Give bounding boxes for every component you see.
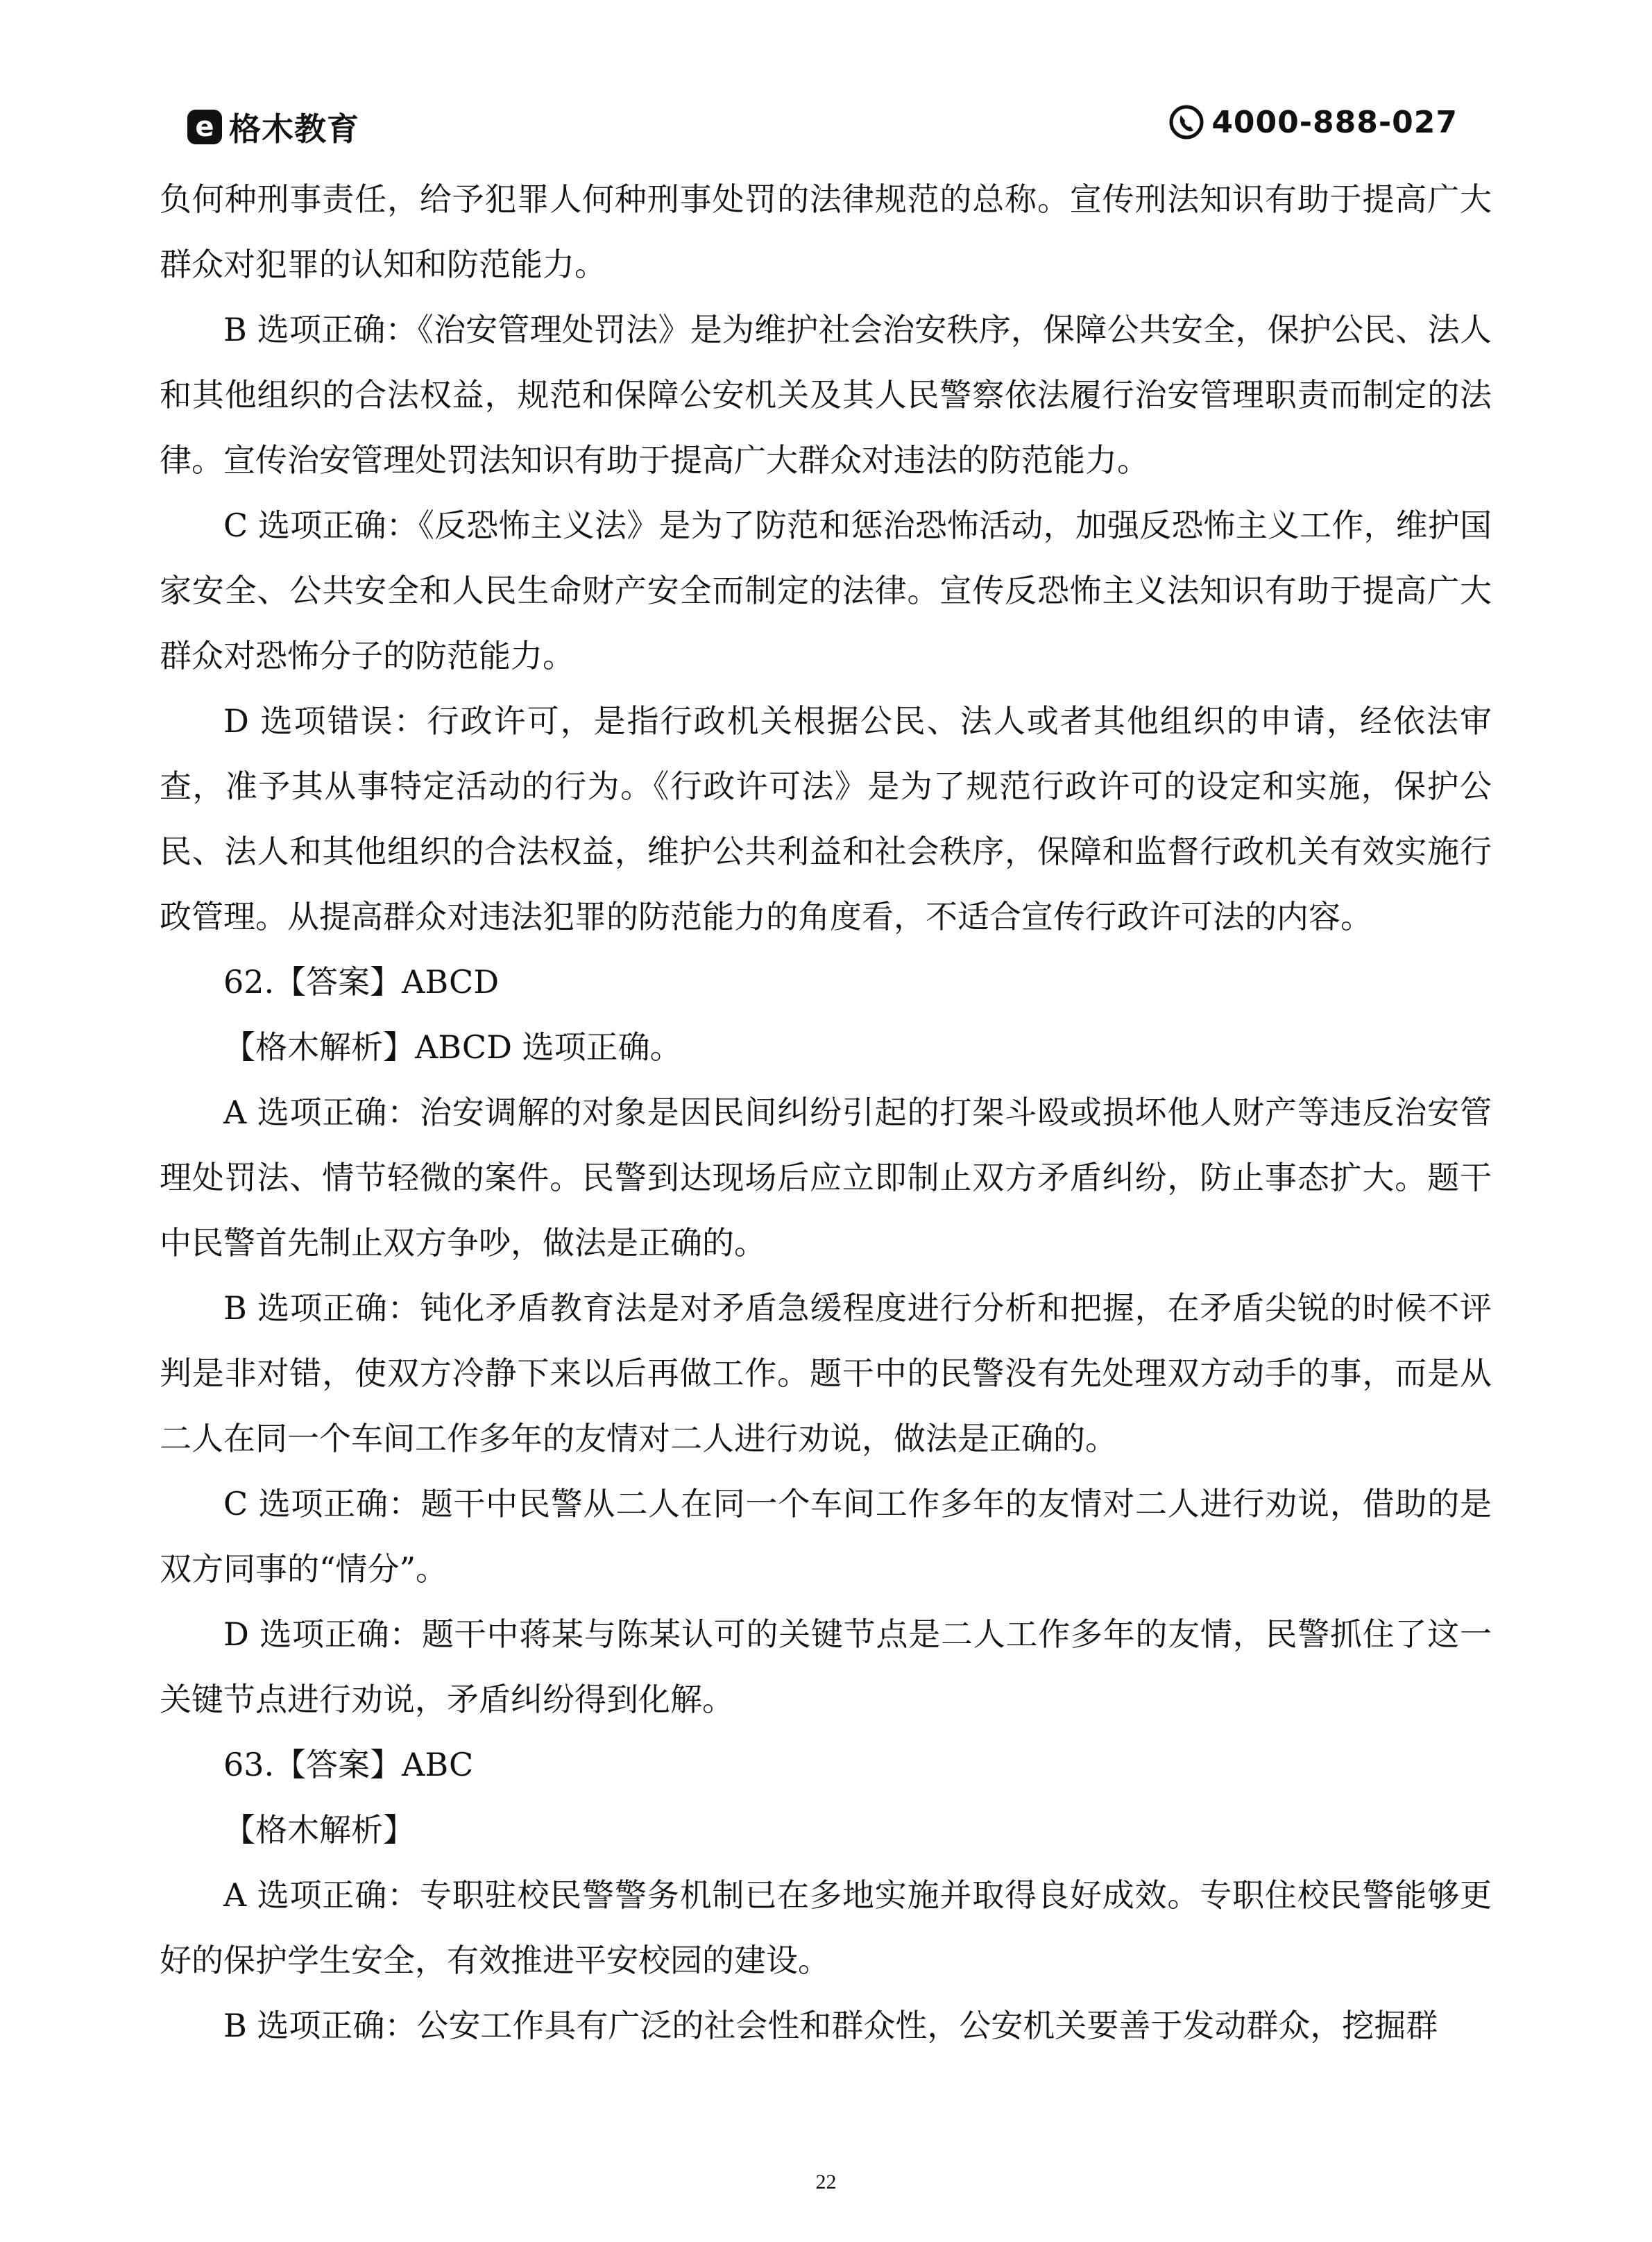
paragraph: B 选项正确：钝化矛盾教育法是对矛盾急缓程度进行分析和把握，在矛盾尖锐的时候不评判是非对错，使双方冷静下来以后再做工作。题干中的民警没有先处理双方动手的事，而是从二人在同一个车间工作多年的友情对二人进行劝说，做法是正确的。 <box>160 1289 1492 1457</box>
paragraph: D 选项正确：题干中蒋某与陈某认可的关键节点是二人工作多年的友情，民警抓住了这一关键节点进行劝说，矛盾纠纷得到化解。 <box>160 1615 1492 1718</box>
brand-logo <box>187 104 359 150</box>
brand-name: 格木教育 <box>229 110 359 148</box>
hotline <box>1168 104 1458 140</box>
page-number: 22 <box>815 2171 837 2193</box>
phone-icon <box>1168 104 1204 140</box>
paragraph: A 选项正确：治安调解的对象是因民间纠纷引起的打架斗殴或损坏他人财产等违反治安管理处罚法、情节轻微的案件。民警到达现场后应立即制止双方矛盾纠纷，防止事态扩大。题干中民警首先制止双方争吵，做法是正确的。 <box>160 1094 1492 1262</box>
paragraph: B 选项正确：公安工作具有广泛的社会性和群众性，公安机关要善于发动群众，挖掘群 <box>223 2007 1438 2044</box>
logo-icon: e <box>187 110 222 144</box>
paragraph: D 选项错误：行政许可，是指行政机关根据公民、法人或者其他组织的申请，经依法审查，准予其从事特定活动的行为。《行政许可法》是为了规范行政许可的设定和实施，保护公民、法人和其他组织的合法权益，维护公共利益和社会秩序，保障和监督行政机关有效实施行政管理。从提高群众对违法犯罪的防范能力的角度看，不适合宣传行政许可法的内容。 <box>160 702 1492 935</box>
paragraph: A 选项正确：专职驻校民警警务机制已在多地实施并取得良好成效。专职住校民警能够更好的保护学生安全，有效推进平安校园的建设。 <box>160 1876 1492 1979</box>
answer-heading: 62.【答案】ABCD <box>223 963 500 1001</box>
paragraph: B 选项正确：《治安管理处罚法》是为维护社会治安秩序，保障公共安全，保护公民、法人和其他组织的合法权益，规范和保障公安机关及其人民警察依法履行治安管理职责而制定的法律。宣传治安管理处罚法知识有助于提高广大群众对违法的防范能力。 <box>160 311 1492 479</box>
paragraph: C 选项正确：题干中民警从二人在同一个车间工作多年的友情对二人进行劝说，借助的是双方同事的“情分”。 <box>160 1485 1492 1588</box>
phone-number: 4000-888-027 <box>1211 104 1458 140</box>
analysis-heading: 【格木解析】 <box>223 1811 415 1849</box>
answer-heading: 63.【答案】ABC <box>223 1746 474 1783</box>
paragraph: 负何种刑事责任，给予犯罪人何种刑事处罚的法律规范的总称。宣传刑法知识有助于提高广大群众对犯罪的认知和防范能力。 <box>160 180 1492 283</box>
paragraph: C 选项正确：《反恐怖主义法》是为了防范和惩治恐怖活动，加强反恐怖主义工作，维护国家安全、公共安全和人民生命财产安全而制定的法律。宣传反恐怖主义法知识有助于提高广大群众对恐怖分子的防范能力。 <box>160 507 1492 674</box>
page-header <box>160 97 1458 153</box>
analysis-heading: 【格木解析】ABCD 选项正确。 <box>223 1028 682 1066</box>
document-body <box>160 167 1492 2058</box>
